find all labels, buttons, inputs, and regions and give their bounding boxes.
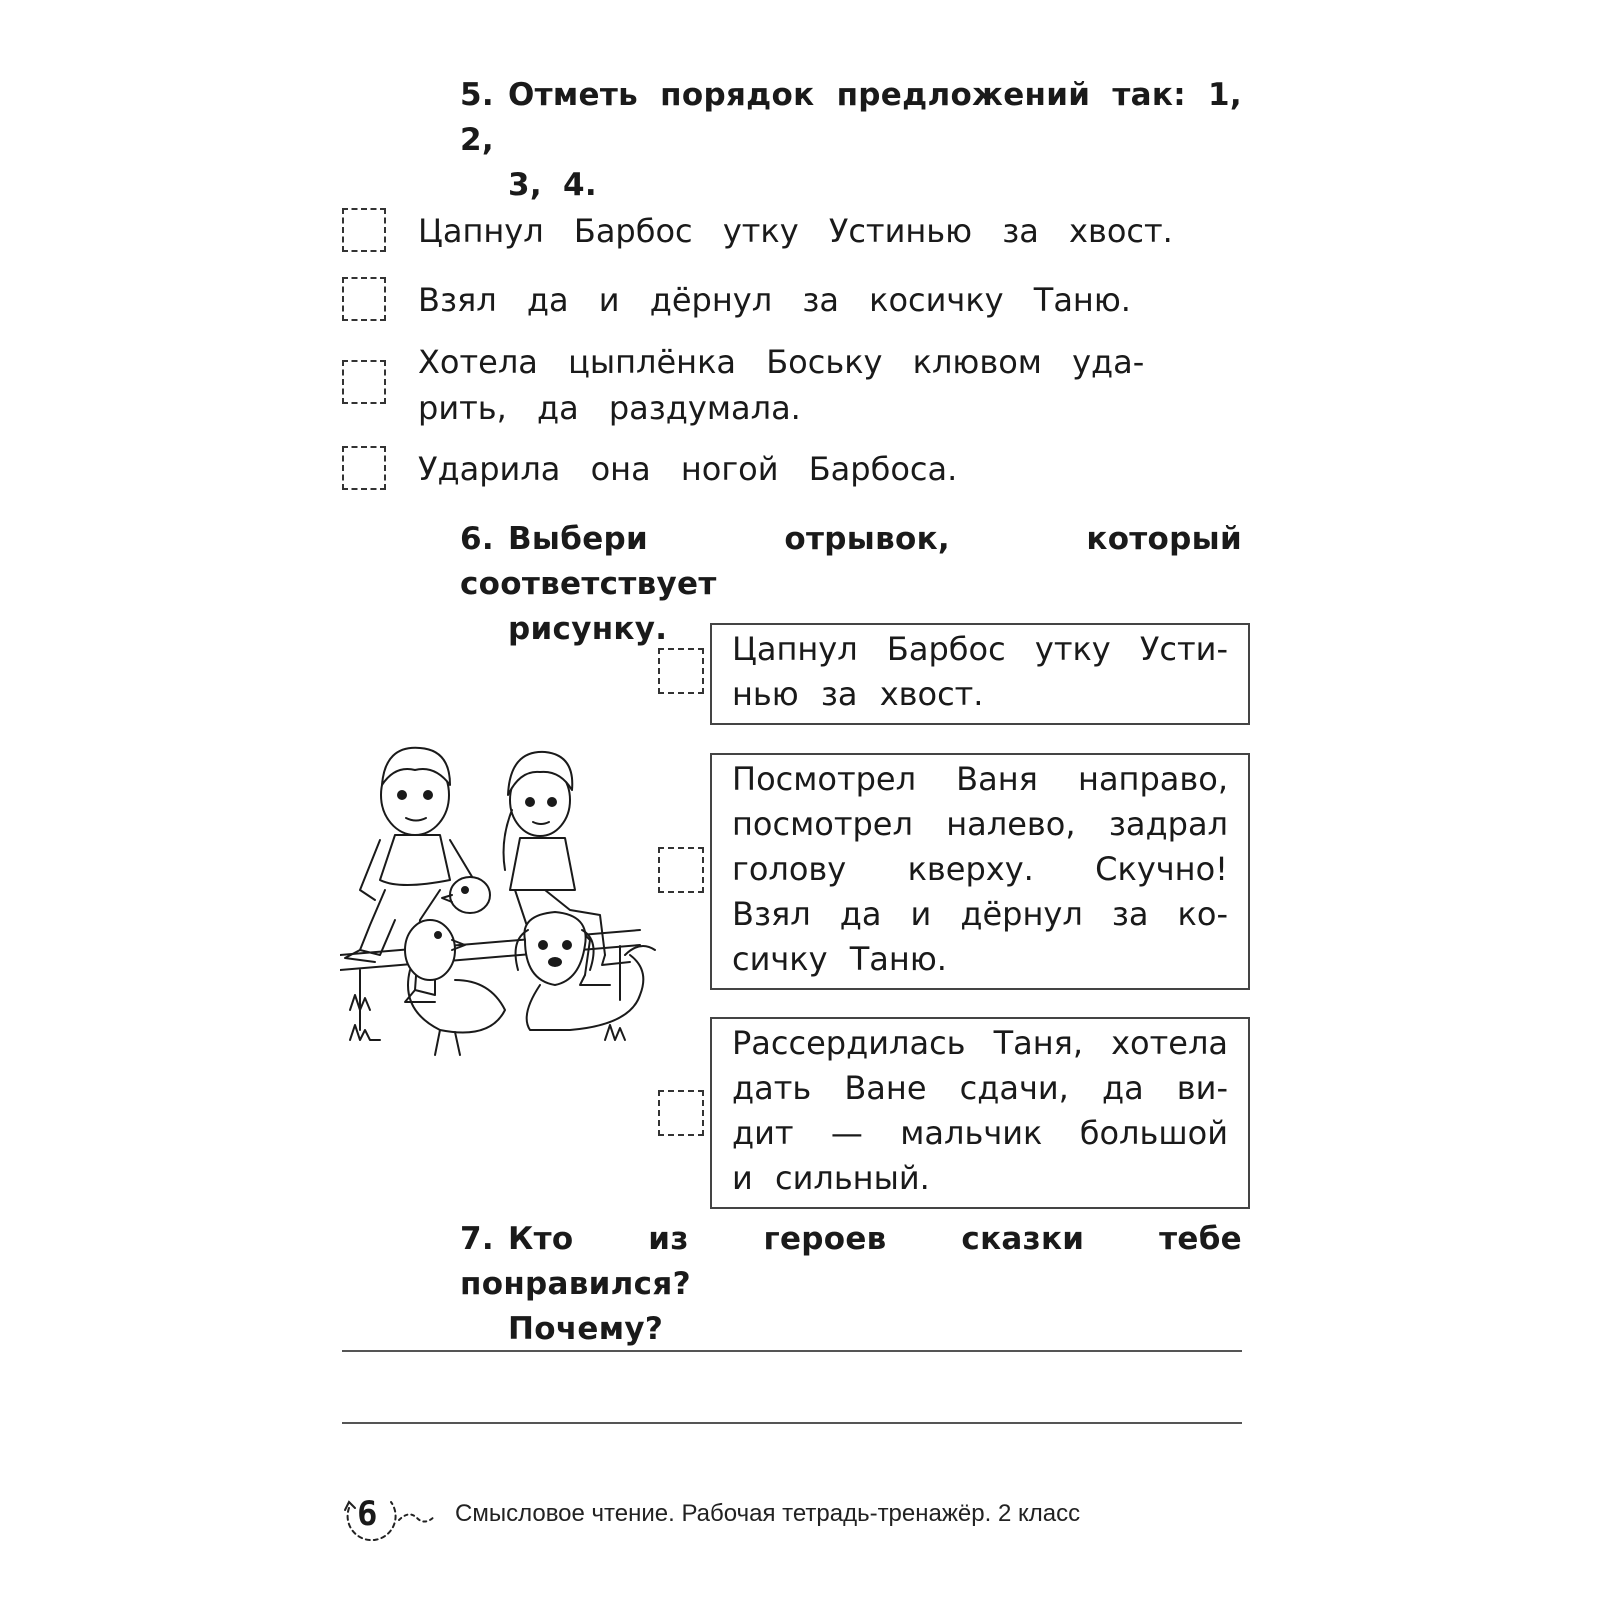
order-box-1[interactable]	[342, 208, 386, 252]
page-number: 6	[357, 1494, 378, 1534]
sentence-2: Взял да и дёрнул за косичку Таню.	[418, 281, 1131, 319]
task-6-title-line-1: Выбери отрывок, который соответствует	[460, 521, 1242, 602]
fragment-2	[710, 753, 1250, 990]
fragment-2-line-4: Взял да и дёрнул за ко-	[732, 895, 1228, 933]
fragment-2-line-3: голову кверху. Скучно!	[732, 850, 1228, 888]
order-box-3[interactable]	[342, 360, 386, 404]
page-number-dashed-circle-icon	[335, 1490, 455, 1550]
answer-line-1[interactable]	[342, 1350, 1242, 1352]
fragment-3-line-4: и сильный.	[732, 1159, 930, 1197]
task-6-title-line-2: рисунку.	[508, 611, 668, 647]
task-7-number: 7.	[460, 1221, 494, 1257]
fragment-1-line-2: нью за хвост.	[732, 675, 984, 713]
task-7-title	[460, 1217, 1242, 1352]
book-title: Смысловое чтение. Рабочая тетрадь-тренажёр. 2 класс	[455, 1500, 1081, 1527]
task-5-title	[460, 73, 1242, 208]
fragment-2-line-2: посмотрел налево, задрал	[732, 805, 1228, 843]
fragment-3-checkbox[interactable]	[658, 1090, 704, 1136]
sentence-1: Цапнул Барбос утку Устинью за хвост.	[418, 212, 1173, 250]
answer-line-2[interactable]	[342, 1422, 1242, 1424]
task-6-number: 6.	[460, 521, 494, 557]
fragment-2-line-5: сичку Таню.	[732, 940, 947, 978]
fragment-2-checkbox[interactable]	[658, 847, 704, 893]
order-box-2[interactable]	[342, 277, 386, 321]
task-5-title-line-1: Отметь порядок предложений так: 1, 2,	[460, 77, 1242, 158]
sentence-3-line-1: Хотела цыплёнка Боську клювом уда-	[418, 343, 1145, 381]
fragment-3	[710, 1017, 1250, 1209]
children-bench-illustration	[340, 740, 660, 1070]
task-5-title-line-2: 3, 4.	[508, 167, 597, 203]
duck-figure	[405, 920, 505, 1055]
fragment-3-line-2: дать Ване сдачи, да ви-	[732, 1069, 1228, 1107]
fragment-3-line-3: дит — мальчик большой	[732, 1114, 1228, 1152]
fragment-3-line-1: Рассердилась Таня, хотела	[732, 1024, 1228, 1062]
sentence-3-line-2: рить, да раздумала.	[418, 389, 801, 427]
page-footer	[335, 1490, 1095, 1550]
chick-figure	[442, 877, 490, 913]
fragment-1-line-1: Цапнул Барбос утку Усти-	[732, 630, 1228, 668]
sentence-3	[418, 339, 1198, 431]
order-box-4[interactable]	[342, 446, 386, 490]
task-7-title-line-1: Кто из героев сказки тебе понравился?	[460, 1221, 1242, 1302]
fragment-2-line-1: Посмотрел Ваня направо,	[732, 760, 1228, 798]
task-7-title-line-2: Почему?	[508, 1311, 664, 1347]
sentence-4: Ударила она ногой Барбоса.	[418, 450, 958, 488]
fragment-1-checkbox[interactable]	[658, 648, 704, 694]
grass	[350, 995, 625, 1040]
task-5-number: 5.	[460, 77, 494, 113]
fragment-1	[710, 623, 1250, 725]
